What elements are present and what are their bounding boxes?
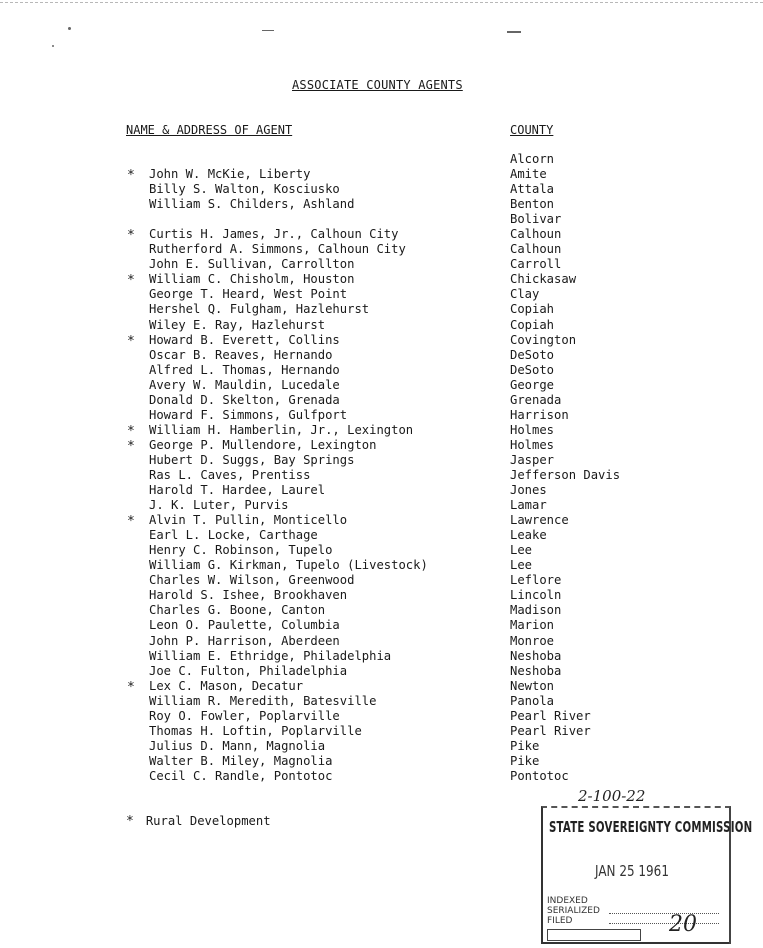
- agent-name-address: Roy O. Fowler, Poplarville: [149, 708, 340, 723]
- agent-county: Lawrence: [510, 513, 569, 528]
- scan-speck: [262, 30, 274, 31]
- agent-name-address: Alvin T. Pullin, Monticello: [149, 513, 348, 528]
- agent-row: [0, 408, 763, 423]
- agent-county: Copiah: [510, 317, 555, 332]
- agent-name-address: Walter B. Miley, Magnolia: [149, 753, 333, 768]
- agent-name-address: Charles W. Wilson, Greenwood: [149, 573, 355, 588]
- agent-name-address: William H. Hamberlin, Jr., Lexington: [149, 422, 414, 437]
- agent-name-address: Wiley E. Ray, Hazlehurst: [149, 317, 326, 332]
- agent-name-address: John P. Harrison, Aberdeen: [149, 633, 340, 648]
- agent-name-address: Hershel Q. Fulgham, Hazlehurst: [149, 302, 370, 317]
- agent-name-address: Leon O. Paulette, Columbia: [149, 618, 340, 633]
- agent-row: [0, 287, 763, 302]
- agent-county: Pike: [510, 753, 540, 768]
- agent-name-address: Hubert D. Suggs, Bay Springs: [149, 452, 355, 467]
- agent-county: Pearl River: [510, 723, 591, 738]
- rural-development-marker: *: [127, 168, 135, 184]
- agent-name-address: Joe C. Fulton, Philadelphia: [149, 663, 348, 678]
- rural-development-marker: *: [127, 333, 135, 349]
- agent-name-address: William C. Chisholm, Houston: [149, 272, 355, 287]
- agent-county: Neshoba: [510, 648, 562, 663]
- agent-row: [0, 272, 763, 287]
- agent-row: [0, 754, 763, 769]
- agent-county: Calhoun: [510, 242, 562, 257]
- agent-county: Benton: [510, 197, 555, 212]
- agent-name-address: J. K. Luter, Purvis: [149, 498, 289, 513]
- agent-row: [0, 679, 763, 694]
- stamp-field-line: [609, 913, 719, 914]
- agent-row: [0, 152, 763, 167]
- agent-county: George: [510, 377, 555, 392]
- footnote: [126, 814, 271, 829]
- agent-name-address: Henry C. Robinson, Tupelo: [149, 543, 333, 558]
- agent-row: [0, 649, 763, 664]
- rural-development-marker: *: [127, 514, 135, 530]
- agent-name-address: William E. Ethridge, Philadelphia: [149, 648, 392, 663]
- agent-row: [0, 724, 763, 739]
- agent-row: [0, 438, 763, 453]
- agent-county: Bolivar: [510, 212, 562, 227]
- agent-county: Lee: [510, 543, 533, 558]
- agent-row: [0, 543, 763, 558]
- agent-name-address: William G. Kirkman, Tupelo (Livestock): [149, 558, 428, 573]
- agent-name-address: Billy S. Walton, Kosciusko: [149, 182, 340, 197]
- commission-stamp: [541, 806, 753, 944]
- agent-name-address: John E. Sullivan, Carrollton: [149, 257, 355, 272]
- agent-county: Marion: [510, 618, 555, 633]
- agent-row: [0, 167, 763, 182]
- stamp-field-line: [609, 923, 719, 924]
- agent-county: DeSoto: [510, 347, 555, 362]
- handwritten-file-number: 2-100-22: [578, 787, 646, 805]
- agent-row: [0, 363, 763, 378]
- agent-name-address: William R. Meredith, Batesville: [149, 693, 377, 708]
- stamp-box: [547, 929, 641, 941]
- agent-row: [0, 558, 763, 573]
- agent-name-address: Howard F. Simmons, Gulfport: [149, 407, 348, 422]
- agent-county: Covington: [510, 332, 577, 347]
- agent-row: [0, 769, 763, 784]
- agent-county: Monroe: [510, 633, 555, 648]
- agent-county: Chickasaw: [510, 272, 577, 287]
- agent-name-address: Lex C. Mason, Decatur: [149, 678, 304, 693]
- agent-county: Leake: [510, 528, 547, 543]
- agent-name-address: Cecil C. Randle, Pontotoc: [149, 768, 333, 783]
- scan-speck: [68, 27, 71, 30]
- agent-county: Lincoln: [510, 588, 562, 603]
- footnote-marker: *: [126, 814, 134, 829]
- agent-county: Holmes: [510, 422, 555, 437]
- agent-county: Copiah: [510, 302, 555, 317]
- agent-county: Pontotoc: [510, 768, 569, 783]
- agent-county: Newton: [510, 678, 555, 693]
- stamp-field-indexed: [547, 896, 723, 906]
- agent-row: [0, 257, 763, 272]
- agent-row: [0, 302, 763, 317]
- agent-county: Pearl River: [510, 708, 591, 723]
- agent-row: [0, 393, 763, 408]
- agent-row: [0, 498, 763, 513]
- agent-county: Jones: [510, 483, 547, 498]
- rural-development-marker: *: [127, 679, 135, 695]
- stamp-date: JAN 25 1961: [595, 862, 669, 880]
- scan-speck: [52, 45, 54, 47]
- agent-county: Alcorn: [510, 152, 555, 166]
- agent-row: [0, 423, 763, 438]
- agent-county: Harrison: [510, 407, 569, 422]
- agent-name-address: John W. McKie, Liberty: [149, 167, 311, 182]
- agent-name-address: Oscar B. Reaves, Hernando: [149, 347, 333, 362]
- agent-name-address: Howard B. Everett, Collins: [149, 332, 340, 347]
- agent-list: [0, 152, 763, 784]
- agent-county: Clay: [510, 287, 540, 302]
- rural-development-marker: *: [127, 228, 135, 244]
- agent-name-address: George P. Mullendore, Lexington: [149, 437, 377, 452]
- agent-row: [0, 483, 763, 498]
- agent-name-address: Rutherford A. Simmons, Calhoun City: [149, 242, 406, 257]
- footnote-text: Rural Development: [145, 814, 271, 828]
- agent-row: [0, 197, 763, 212]
- agent-county: Lee: [510, 558, 533, 573]
- agent-row: [0, 468, 763, 483]
- stamp-field-label: FILED: [547, 916, 573, 926]
- stamp-field-label: SERIALIZED: [547, 906, 600, 916]
- agent-county: Holmes: [510, 437, 555, 452]
- agent-county: Neshoba: [510, 663, 562, 678]
- agent-row: [0, 318, 763, 333]
- agent-name-address: Julius D. Mann, Magnolia: [149, 738, 326, 753]
- agent-county: Leflore: [510, 573, 562, 588]
- agent-name-address: Harold S. Ishee, Brookhaven: [149, 588, 348, 603]
- agent-name-address: Harold T. Hardee, Laurel: [149, 483, 326, 498]
- scan-speck: [507, 31, 521, 33]
- rural-development-marker: *: [127, 273, 135, 289]
- agent-county: Jasper: [510, 452, 555, 467]
- agent-county: DeSoto: [510, 362, 555, 377]
- agent-name-address: George T. Heard, West Point: [149, 287, 348, 302]
- agent-name-address: Curtis H. James, Jr., Calhoun City: [149, 227, 399, 242]
- agent-name-address: Donald D. Skelton, Grenada: [149, 392, 340, 407]
- agent-county: Madison: [510, 603, 562, 618]
- stamp-handwritten-mark: 20: [669, 912, 697, 937]
- agent-row: [0, 739, 763, 754]
- document-title: ASSOCIATE COUNTY AGENTS: [292, 78, 463, 92]
- agent-row: [0, 212, 763, 227]
- stamp-bottom-border: [543, 942, 729, 944]
- agent-county: Carroll: [510, 257, 562, 272]
- column-header-name: NAME & ADDRESS OF AGENT: [126, 123, 293, 137]
- agent-name-address: William S. Childers, Ashland: [149, 197, 355, 212]
- agent-county: Jefferson Davis: [510, 467, 621, 482]
- agent-row: [0, 603, 763, 618]
- agent-county: Amite: [510, 167, 547, 182]
- rural-development-marker: *: [127, 423, 135, 439]
- agent-row: [0, 242, 763, 257]
- agent-row: [0, 227, 763, 242]
- agent-row: [0, 453, 763, 468]
- stamp-field-label: INDEXED: [547, 896, 588, 906]
- agent-row: [0, 588, 763, 603]
- agent-name-address: Alfred L. Thomas, Hernando: [149, 362, 340, 377]
- agent-county: Calhoun: [510, 227, 562, 242]
- stamp-title: STATE SOVEREIGNTY COMMISSION: [549, 818, 753, 836]
- column-header-county: COUNTY: [510, 123, 554, 137]
- agent-name-address: Charles G. Boone, Canton: [149, 603, 326, 618]
- agent-county: Grenada: [510, 392, 562, 407]
- scan-top-edge: [0, 2, 763, 3]
- agent-row: [0, 528, 763, 543]
- agent-row: [0, 709, 763, 724]
- agent-row: [0, 694, 763, 709]
- agent-county: Pike: [510, 738, 540, 753]
- agent-county: Lamar: [510, 498, 547, 513]
- agent-name-address: Avery W. Mauldin, Lucedale: [149, 377, 340, 392]
- agent-name-address: Ras L. Caves, Prentiss: [149, 467, 311, 482]
- agent-county: Panola: [510, 693, 555, 708]
- agent-row: [0, 573, 763, 588]
- agent-row: [0, 634, 763, 649]
- agent-row: [0, 182, 763, 197]
- agent-row: [0, 348, 763, 363]
- agent-name-address: Earl L. Locke, Carthage: [149, 528, 318, 543]
- agent-name-address: Thomas H. Loftin, Poplarville: [149, 723, 362, 738]
- agent-row: [0, 513, 763, 528]
- agent-county: Attala: [510, 182, 555, 197]
- agent-row: [0, 664, 763, 679]
- agent-row: [0, 333, 763, 348]
- agent-row: [0, 378, 763, 393]
- rural-development-marker: *: [127, 438, 135, 454]
- agent-row: [0, 618, 763, 633]
